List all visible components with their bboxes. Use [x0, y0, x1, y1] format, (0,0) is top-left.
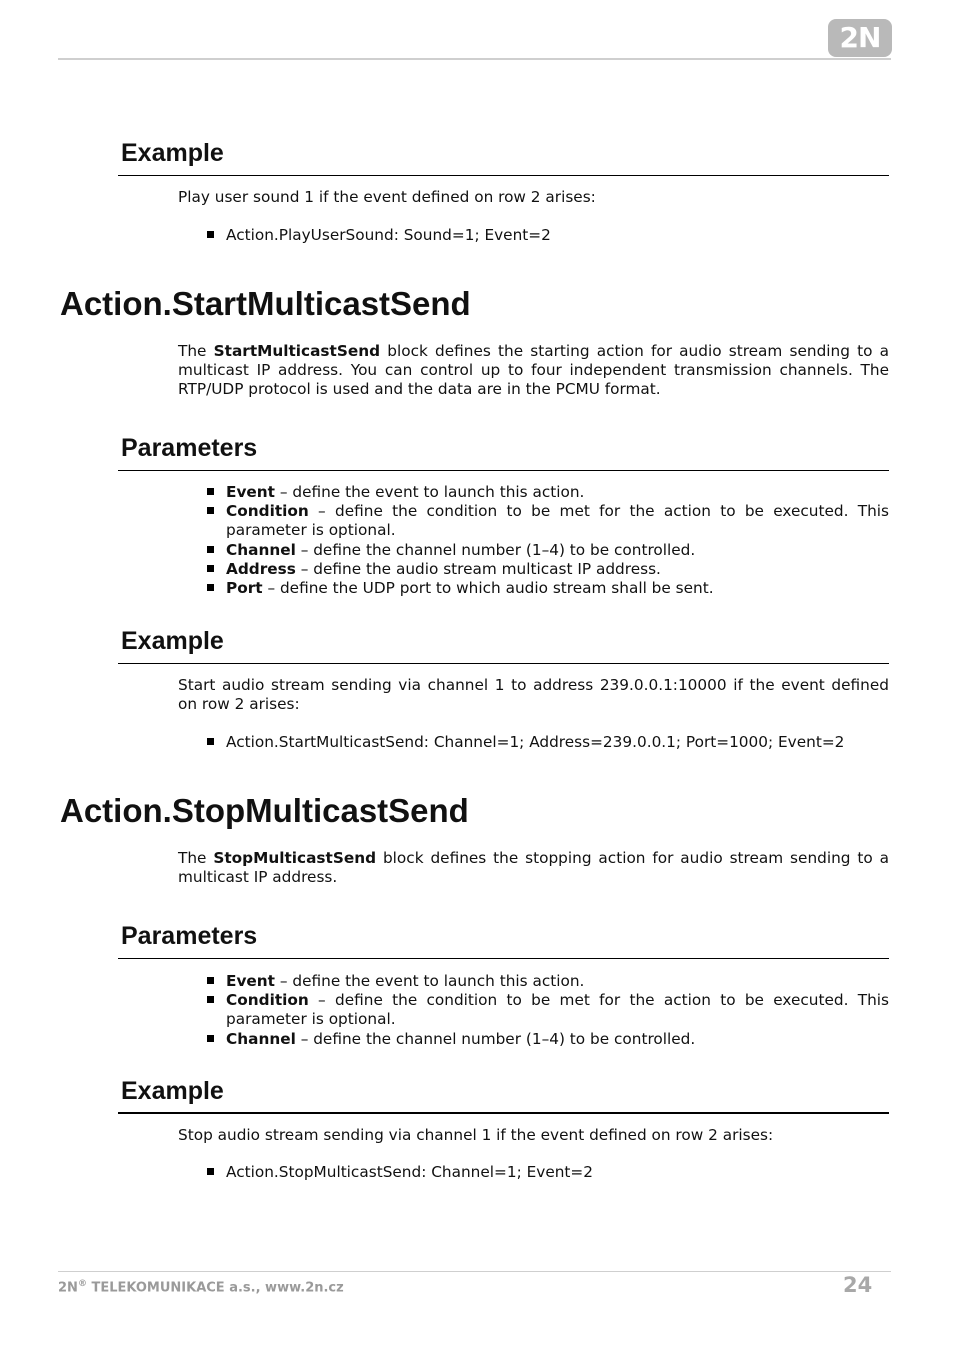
example-code-list — [178, 1163, 889, 1182]
start-parameters-list — [178, 483, 889, 598]
list-item — [178, 502, 889, 540]
parameters-heading: Parameters — [121, 434, 258, 462]
parameters-heading: Parameters — [121, 922, 258, 950]
param-text: – define the audio stream multicast IP address. — [295, 559, 661, 578]
param-name: Event — [226, 972, 275, 990]
param-text: – define the channel number (1–4) to be controlled. — [295, 1029, 696, 1048]
list-item — [178, 579, 889, 598]
param-name: Event — [226, 483, 275, 501]
section-title-start-multicast: Action.StartMulticastSend — [60, 285, 471, 322]
footer-rule — [58, 1271, 891, 1272]
desc-text: The — [178, 342, 214, 360]
desc-keyword: StopMulticastSend — [213, 849, 377, 867]
param-text: – define the condition to be met for the action to be executed. This parameter is optional. — [226, 502, 889, 540]
list-item — [178, 972, 889, 991]
example-code-list — [178, 226, 889, 245]
heading-rule — [118, 175, 889, 176]
registered-mark: ® — [77, 1279, 87, 1289]
list-item — [178, 226, 889, 245]
param-text: – define the UDP port to which audio stream shall be sent. — [262, 579, 714, 598]
footer-company-text: TELEKOMUNIKACE a.s., www.2n.cz — [86, 1280, 344, 1296]
param-text: – define the channel number (1–4) to be controlled. — [295, 540, 696, 559]
stop-parameters-list — [178, 972, 889, 1049]
desc-keyword: StartMulticastSend — [213, 342, 381, 360]
example-code-list — [178, 733, 889, 752]
page-number: 24 — [843, 1273, 873, 1297]
example-intro: Start audio stream sending via channel 1 to address 239.0.0.1:10000 if the event defined on row 2 arises: — [178, 676, 889, 714]
bullet-icon — [207, 1168, 214, 1175]
example-code: Action.PlayUserSound: Sound=1; Event=2 — [226, 226, 551, 244]
heading-rule — [118, 958, 889, 959]
bullet-icon — [207, 507, 214, 514]
param-name: Condition — [226, 502, 309, 521]
desc-text: block defines the stopping action for audio stream sending to a multicast IP address. — [178, 849, 889, 887]
example-intro: Stop audio stream sending via channel 1 if the event defined on row 2 arises: — [178, 1126, 774, 1144]
example-heading: Example — [121, 627, 224, 655]
desc-text: block defines the starting action for audio stream sending to a multicast IP address. You can control up to four independent transmission channels. The RTP/UDP protocol is used and the data are in the PCMU format. — [178, 342, 889, 399]
param-name: Condition — [226, 991, 309, 1010]
heading-rule — [118, 470, 889, 471]
example-code: Action.StartMulticastSend: Channel=1; Address=239.0.0.1; Port=1000; Event=2 — [226, 733, 845, 751]
bullet-icon — [207, 584, 214, 591]
list-item — [178, 733, 889, 752]
param-name: Port — [226, 579, 263, 598]
list-item — [178, 1163, 889, 1182]
bullet-icon — [207, 488, 214, 495]
list-item — [178, 1030, 889, 1049]
list-item — [178, 483, 889, 502]
heading-rule — [118, 1112, 889, 1114]
header-rule — [58, 58, 891, 60]
param-name: Channel — [226, 1029, 296, 1048]
bullet-icon — [207, 565, 214, 572]
bullet-icon — [207, 996, 214, 1003]
stop-description — [178, 849, 889, 887]
param-text: – define the event to launch this action. — [275, 972, 585, 990]
section-title-stop-multicast: Action.StopMulticastSend — [60, 792, 469, 829]
footer-brand: 2N — [58, 1280, 78, 1296]
heading-rule — [118, 663, 889, 664]
bullet-icon — [207, 1035, 214, 1042]
param-name: Address — [226, 559, 296, 578]
example-heading: Example — [121, 1077, 224, 1105]
bullet-icon — [207, 977, 214, 984]
bullet-icon — [207, 231, 214, 238]
bullet-icon — [207, 738, 214, 745]
bullet-icon — [207, 546, 214, 553]
desc-text: The — [178, 849, 214, 867]
list-item — [178, 991, 889, 1029]
example-code: Action.StopMulticastSend: Channel=1; Event=2 — [226, 1163, 593, 1181]
param-text: – define the event to launch this action. — [275, 483, 585, 501]
list-item — [178, 560, 889, 579]
brand-logo: 2N — [828, 19, 892, 57]
param-text: – define the condition to be met for the action to be executed. This parameter is optional. — [226, 991, 889, 1029]
start-description — [178, 342, 889, 400]
example-intro: Play user sound 1 if the event defined on row 2 arises: — [178, 188, 596, 206]
example-heading: Example — [121, 139, 224, 167]
list-item — [178, 541, 889, 560]
footer-company — [58, 1279, 344, 1295]
param-name: Channel — [226, 540, 296, 559]
